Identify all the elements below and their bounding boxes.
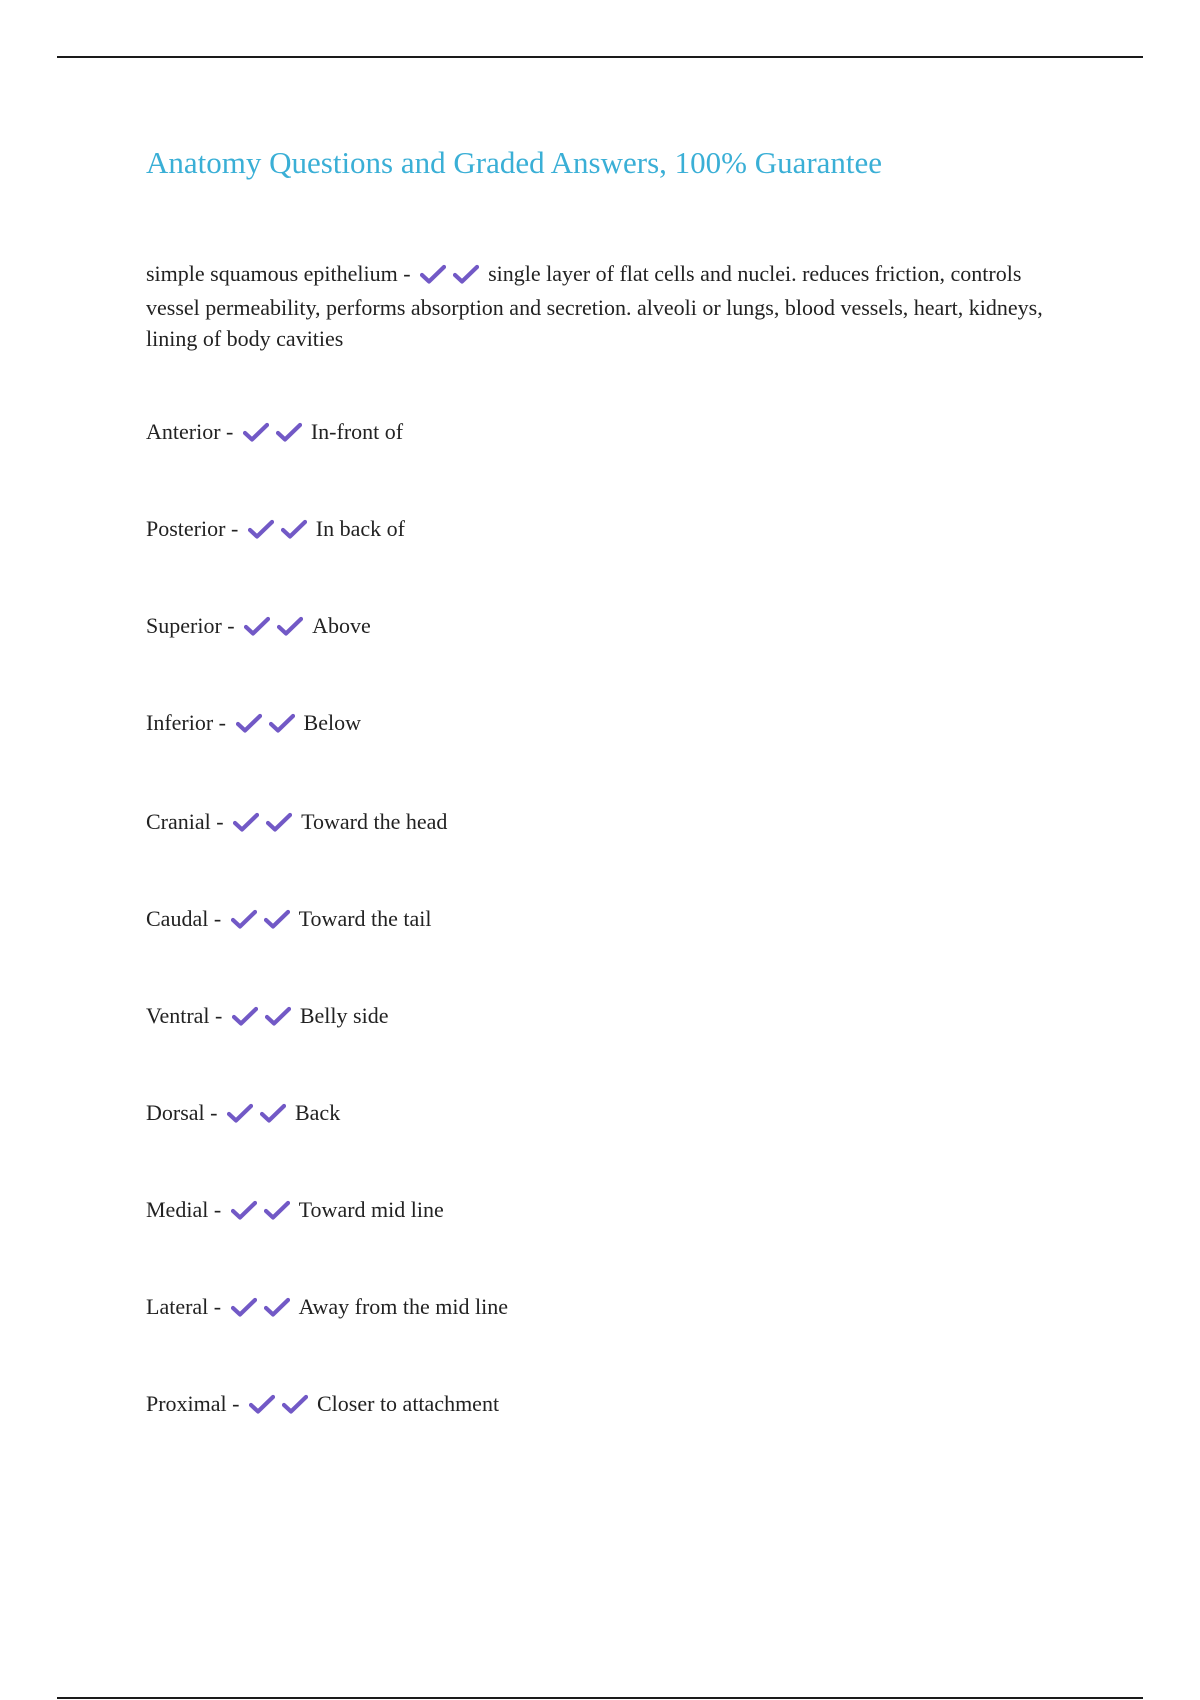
check-icon xyxy=(232,1006,258,1026)
definition-text: single layer of flat cells and nuclei. reduces friction, controls vessel permeability, performs absorption and secretion. alveoli or lungs, blood vessels, heart, kidneys, lining of body cavities xyxy=(146,261,1043,351)
double-check-icon xyxy=(233,809,299,840)
definition-text: Closer to attachment xyxy=(317,1391,500,1416)
definition-text: Below xyxy=(303,710,361,735)
qa-entry xyxy=(146,707,1076,741)
qa-entry xyxy=(146,1000,1076,1034)
check-icon xyxy=(281,519,307,539)
check-icon xyxy=(420,264,446,284)
document-title: Anatomy Questions and Graded Answers, 100% Guarantee xyxy=(146,145,883,180)
qa-entry xyxy=(146,806,1076,840)
term-label: Posterior - xyxy=(146,516,239,541)
double-check-icon xyxy=(244,613,310,644)
qa-entry xyxy=(146,903,1076,937)
double-check-icon xyxy=(249,1391,315,1422)
double-check-icon xyxy=(231,906,297,937)
double-check-icon xyxy=(243,419,309,450)
double-check-icon xyxy=(227,1100,293,1131)
check-icon xyxy=(282,1394,308,1414)
definition-text: In back of xyxy=(315,516,405,541)
term-label: Lateral - xyxy=(146,1294,222,1319)
double-check-icon xyxy=(231,1197,297,1228)
double-check-icon xyxy=(232,1003,298,1034)
term-label: Proximal - xyxy=(146,1391,240,1416)
qa-entry xyxy=(146,1097,1076,1131)
check-icon xyxy=(233,812,259,832)
double-check-icon xyxy=(231,1294,297,1325)
check-icon xyxy=(244,616,270,636)
check-icon xyxy=(277,616,303,636)
check-icon xyxy=(231,1297,257,1317)
check-icon xyxy=(265,1006,291,1026)
check-icon xyxy=(243,422,269,442)
qa-entry xyxy=(146,258,1076,354)
definition-text: Away from the mid line xyxy=(298,1294,508,1319)
check-icon xyxy=(269,713,295,733)
definition-text: Back xyxy=(294,1100,341,1125)
definition-text: Toward mid line xyxy=(298,1197,444,1222)
check-icon xyxy=(231,909,257,929)
qa-entry xyxy=(146,416,1076,450)
qa-entry xyxy=(146,1291,1076,1325)
check-icon xyxy=(260,1103,286,1123)
check-icon xyxy=(276,422,302,442)
term-label: Superior - xyxy=(146,613,235,638)
check-icon xyxy=(227,1103,253,1123)
qa-entry xyxy=(146,513,1076,547)
term-label: Inferior - xyxy=(146,710,227,735)
term-label: Caudal - xyxy=(146,906,222,931)
check-icon xyxy=(248,519,274,539)
definition-text: Belly side xyxy=(299,1003,389,1028)
check-icon xyxy=(249,1394,275,1414)
check-icon xyxy=(236,713,262,733)
check-icon xyxy=(264,1200,290,1220)
term-label: Anterior - xyxy=(146,419,234,444)
double-check-icon xyxy=(248,516,314,547)
check-icon xyxy=(231,1200,257,1220)
qa-entry xyxy=(146,610,1076,644)
term-label: Medial - xyxy=(146,1197,222,1222)
term-label: Dorsal - xyxy=(146,1100,218,1125)
check-icon xyxy=(266,812,292,832)
check-icon xyxy=(453,264,479,284)
term-label: Cranial - xyxy=(146,809,224,834)
check-icon xyxy=(264,909,290,929)
qa-entry xyxy=(146,1388,1076,1422)
definition-text: Above xyxy=(312,613,371,638)
term-label: simple squamous epithelium - xyxy=(146,261,411,286)
double-check-icon xyxy=(420,261,486,292)
qa-entry xyxy=(146,1194,1076,1228)
definition-text: Toward the head xyxy=(301,809,448,834)
double-check-icon xyxy=(236,710,302,741)
definition-text: In-front of xyxy=(310,419,404,444)
definition-text: Toward the tail xyxy=(298,906,432,931)
bottom-divider xyxy=(57,1697,1143,1699)
term-label: Ventral - xyxy=(146,1003,223,1028)
check-icon xyxy=(264,1297,290,1317)
top-divider xyxy=(57,56,1143,58)
